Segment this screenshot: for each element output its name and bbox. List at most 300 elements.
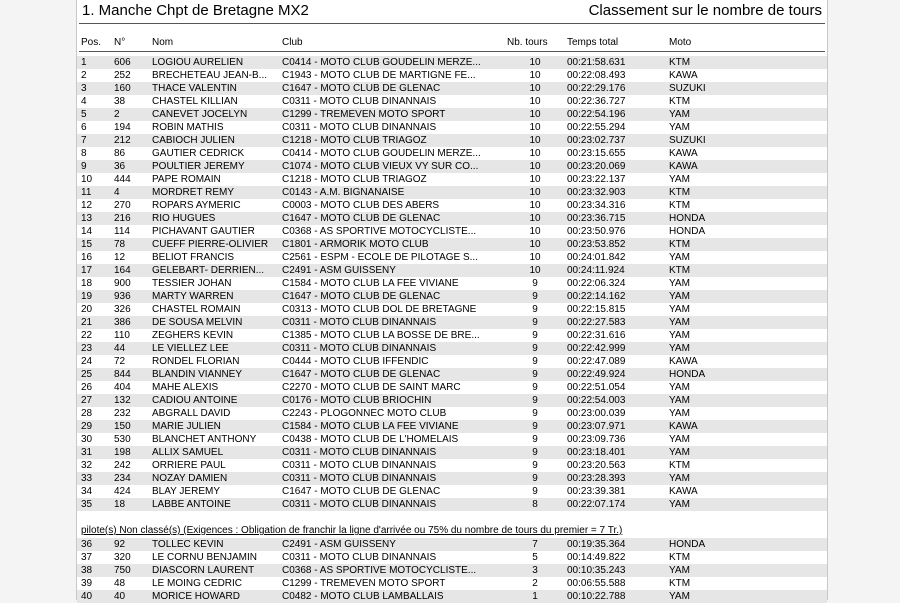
cell-moto: KAWA <box>669 161 698 172</box>
cell-tours: 10 <box>529 252 541 263</box>
cell-moto: SUZUKI <box>669 135 706 146</box>
table-row <box>77 316 827 329</box>
cell-moto: YAM <box>669 343 690 354</box>
cell-club: C0311 - MOTO CLUB DINANNAIS <box>282 499 437 510</box>
cell-num: 48 <box>114 578 126 589</box>
cell-num: 114 <box>114 226 130 237</box>
ranking-subtitle: Classement sur le nombre de tours <box>588 2 822 19</box>
cell-tours: 10 <box>529 239 541 250</box>
cell-nom: DE SOUSA MELVIN <box>152 317 243 328</box>
cell-club: C0311 - MOTO CLUB DINANNAIS <box>282 552 437 563</box>
cell-num: 424 <box>114 486 131 497</box>
table-row <box>77 590 827 603</box>
cell-tours: 10 <box>529 122 541 133</box>
cell-nom: CHASTEL KILLIAN <box>152 96 238 107</box>
cell-temps: 00:23:07.971 <box>567 421 626 432</box>
cell-pos: 27 <box>81 395 93 406</box>
cell-tours: 10 <box>529 135 541 146</box>
cell-club: C1074 - MOTO CLUB VIEUX VY SUR CO... <box>282 161 479 172</box>
cell-moto: YAM <box>669 252 690 263</box>
cell-moto: HONDA <box>669 213 706 224</box>
cell-moto: KTM <box>669 96 691 107</box>
cell-tours: 8 <box>532 499 538 510</box>
cell-pos: 16 <box>81 252 93 263</box>
cell-club: C0482 - MOTO CLUB LAMBALLAIS <box>282 591 444 602</box>
cell-nom: TOLLEC KEVIN <box>152 539 224 550</box>
cell-club: C0414 - MOTO CLUB GOUDELIN MERZE... <box>282 57 481 68</box>
cell-temps: 00:22:51.054 <box>567 382 626 393</box>
cell-nom: BRECHETEAU JEAN-B... <box>152 70 268 81</box>
cell-pos: 6 <box>81 122 87 133</box>
cell-temps: 00:22:06.324 <box>567 278 626 289</box>
cell-club: C1218 - MOTO CLUB TRIAGOZ <box>282 135 427 146</box>
table-row <box>77 564 827 577</box>
cell-num: 530 <box>114 434 131 445</box>
table-row <box>77 160 827 173</box>
cell-temps: 00:23:15.655 <box>567 148 626 159</box>
not-classified-note: pilote(s) Non classé(s) (Exigences : Obligation de franchir la ligne d'arrivée ou 75% du nombre de tours du premier = 7 Tr.) <box>81 525 623 536</box>
table-row <box>77 342 827 355</box>
table-row <box>77 498 827 511</box>
cell-temps: 00:06:55.588 <box>567 578 626 589</box>
cell-moto: HONDA <box>669 539 706 550</box>
cell-num: 44 <box>114 343 126 354</box>
cell-moto: YAM <box>669 395 690 406</box>
cell-moto: YAM <box>669 122 690 133</box>
cell-tours: 10 <box>529 148 541 159</box>
cell-club: C1647 - MOTO CLUB DE GLENAC <box>282 213 441 224</box>
column-divider <box>79 51 825 52</box>
cell-pos: 1 <box>81 57 87 68</box>
cell-temps: 00:23:34.316 <box>567 200 626 211</box>
cell-club: C0311 - MOTO CLUB DINANNAIS <box>282 317 437 328</box>
cell-club: C2491 - ASM GUISSENY <box>282 265 396 276</box>
cell-temps: 00:22:15.815 <box>567 304 626 315</box>
cell-temps: 00:23:53.852 <box>567 239 626 250</box>
cell-nom: MORDRET REMY <box>152 187 235 198</box>
cell-num: 326 <box>114 304 131 315</box>
cell-temps: 00:14:49.822 <box>567 552 626 563</box>
table-row <box>77 186 827 199</box>
cell-moto: KTM <box>669 578 691 589</box>
cell-pos: 4 <box>81 96 87 107</box>
cell-club: C1299 - TREMEVEN MOTO SPORT <box>282 109 446 120</box>
cell-nom: LOGIOU AURELIEN <box>152 57 244 68</box>
cell-moto: YAM <box>669 499 690 510</box>
cell-tours: 10 <box>529 109 541 120</box>
cell-num: 900 <box>114 278 131 289</box>
cell-nom: CABIOCH JULIEN <box>152 135 235 146</box>
cell-club: C1647 - MOTO CLUB DE GLENAC <box>282 486 441 497</box>
cell-club: C0414 - MOTO CLUB GOUDELIN MERZE... <box>282 148 481 159</box>
cell-tours: 5 <box>532 552 538 563</box>
table-row <box>77 199 827 212</box>
cell-pos: 36 <box>81 539 93 550</box>
cell-club: C0311 - MOTO CLUB DINANNAIS <box>282 460 437 471</box>
cell-pos: 24 <box>81 356 93 367</box>
cell-nom: BLANDIN VIANNEY <box>152 369 243 380</box>
table-row <box>77 433 827 446</box>
col-club: Club <box>282 37 303 48</box>
cell-temps: 00:23:39.381 <box>567 486 626 497</box>
cell-tours: 9 <box>532 304 538 315</box>
cell-club: C0143 - A.M. BIGNANAISE <box>282 187 405 198</box>
cell-club: C0176 - MOTO CLUB BRIOCHIN <box>282 395 432 406</box>
cell-nom: CADIOU ANTOINE <box>152 395 238 406</box>
cell-pos: 12 <box>81 200 93 211</box>
cell-temps: 00:23:36.715 <box>567 213 626 224</box>
cell-tours: 9 <box>532 343 538 354</box>
cell-nom: ALLIX SAMUEL <box>152 447 224 458</box>
cell-pos: 26 <box>81 382 93 393</box>
cell-club: C0311 - MOTO CLUB DINANNAIS <box>282 447 437 458</box>
cell-club: C0368 - AS SPORTIVE MOTOCYCLISTE... <box>282 226 477 237</box>
cell-pos: 31 <box>81 447 93 458</box>
cell-pos: 30 <box>81 434 93 445</box>
table-row <box>77 173 827 186</box>
cell-moto: YAM <box>669 447 690 458</box>
cell-pos: 9 <box>81 161 87 172</box>
cell-temps: 00:23:02.737 <box>567 135 626 146</box>
cell-num: 4 <box>114 187 120 198</box>
cell-pos: 40 <box>81 591 93 602</box>
cell-club: C2270 - MOTO CLUB DE SAINT MARC <box>282 382 461 393</box>
cell-pos: 13 <box>81 213 93 224</box>
cell-tours: 1 <box>532 591 538 602</box>
cell-pos: 19 <box>81 291 93 302</box>
table-row <box>77 538 827 551</box>
cell-nom: BLANCHET ANTHONY <box>152 434 257 445</box>
cell-temps: 00:23:20.069 <box>567 161 626 172</box>
cell-nom: THACE VALENTIN <box>152 83 237 94</box>
cell-pos: 8 <box>81 148 87 159</box>
cell-tours: 10 <box>529 213 541 224</box>
cell-temps: 00:23:09.736 <box>567 434 626 445</box>
cell-tours: 10 <box>529 187 541 198</box>
cell-nom: LE VIELLEZ LEE <box>152 343 229 354</box>
table-row <box>77 381 827 394</box>
cell-temps: 00:22:55.294 <box>567 122 626 133</box>
cell-pos: 20 <box>81 304 93 315</box>
cell-pos: 39 <box>81 578 93 589</box>
cell-club: C0003 - MOTO CLUB DES ABERS <box>282 200 440 211</box>
cell-club: C1385 - MOTO CLUB LA BOSSE DE BRE... <box>282 330 480 341</box>
cell-club: C0438 - MOTO CLUB DE L'HOMELAIS <box>282 434 459 445</box>
cell-nom: PICHAVANT GAUTIER <box>152 226 255 237</box>
cell-temps: 00:22:14.162 <box>567 291 626 302</box>
cell-moto: YAM <box>669 291 690 302</box>
cell-temps: 00:22:27.583 <box>567 317 626 328</box>
cell-nom: MORICE HOWARD <box>152 591 240 602</box>
col-pos: Pos. <box>81 37 102 48</box>
cell-club: C1584 - MOTO CLUB LA FEE VIVIANE <box>282 421 459 432</box>
cell-moto: HONDA <box>669 369 706 380</box>
table-row <box>77 69 827 82</box>
cell-temps: 00:22:42.999 <box>567 343 626 354</box>
table-row <box>77 251 827 264</box>
cell-num: 110 <box>114 330 130 341</box>
table-row <box>77 82 827 95</box>
cell-tours: 2 <box>532 578 538 589</box>
cell-pos: 18 <box>81 278 93 289</box>
results-page <box>76 0 828 600</box>
table-row <box>77 134 827 147</box>
table-row <box>77 108 827 121</box>
col-temps: Temps total <box>567 37 619 48</box>
section-gap <box>77 511 827 524</box>
cell-club: C1584 - MOTO CLUB LA FEE VIVIANE <box>282 278 459 289</box>
cell-tours: 9 <box>532 317 538 328</box>
table-row <box>77 577 827 590</box>
cell-temps: 00:23:28.393 <box>567 473 626 484</box>
cell-temps: 00:21:58.631 <box>567 57 626 68</box>
table-row <box>77 407 827 420</box>
table-row <box>77 264 827 277</box>
cell-nom: ROPARS AYMERIC <box>152 200 241 211</box>
cell-club: C1943 - MOTO CLUB DE MARTIGNE FE... <box>282 70 476 81</box>
cell-num: 404 <box>114 382 131 393</box>
cell-nom: GELEBART- DERRIEN... <box>152 265 265 276</box>
cell-tours: 9 <box>532 382 538 393</box>
cell-club: C0311 - MOTO CLUB DINANNAIS <box>282 343 437 354</box>
cell-tours: 7 <box>532 539 538 550</box>
race-title: 1. Manche Chpt de Bretagne MX2 <box>82 2 309 19</box>
cell-pos: 2 <box>81 70 87 81</box>
cell-tours: 9 <box>532 486 538 497</box>
cell-temps: 00:22:47.089 <box>567 356 626 367</box>
cell-temps: 00:22:07.174 <box>567 499 626 510</box>
cell-num: 252 <box>114 70 131 81</box>
cell-num: 2 <box>114 109 120 120</box>
cell-club: C2491 - ASM GUISSENY <box>282 539 396 550</box>
cell-num: 234 <box>114 473 131 484</box>
cell-moto: KAWA <box>669 421 698 432</box>
cell-moto: YAM <box>669 304 690 315</box>
cell-pos: 3 <box>81 83 87 94</box>
cell-nom: CANEVET JOCELYN <box>152 109 248 120</box>
cell-tours: 10 <box>529 96 541 107</box>
cell-temps: 00:22:29.176 <box>567 83 626 94</box>
cell-pos: 14 <box>81 226 93 237</box>
cell-club: C0313 - MOTO CLUB DOL DE BRETAGNE <box>282 304 477 315</box>
cell-moto: SUZUKI <box>669 83 706 94</box>
cell-pos: 35 <box>81 499 93 510</box>
cell-moto: YAM <box>669 278 690 289</box>
cell-pos: 11 <box>81 187 92 198</box>
cell-moto: KAWA <box>669 148 698 159</box>
cell-pos: 38 <box>81 565 93 576</box>
table-row <box>77 290 827 303</box>
cell-temps: 00:23:22.137 <box>567 174 626 185</box>
cell-moto: KAWA <box>669 356 698 367</box>
cell-moto: YAM <box>669 565 690 576</box>
cell-pos: 34 <box>81 486 93 497</box>
cell-nom: CHASTEL ROMAIN <box>152 304 241 315</box>
cell-tours: 9 <box>532 291 538 302</box>
cell-nom: MAHE ALEXIS <box>152 382 219 393</box>
cell-nom: TESSIER JOHAN <box>152 278 232 289</box>
cell-tours: 10 <box>529 226 541 237</box>
cell-nom: GAUTIER CEDRICK <box>152 148 245 159</box>
cell-temps: 00:22:31.616 <box>567 330 626 341</box>
cell-club: C1647 - MOTO CLUB DE GLENAC <box>282 83 441 94</box>
table-row <box>77 355 827 368</box>
cell-pos: 25 <box>81 369 93 380</box>
cell-moto: YAM <box>669 408 690 419</box>
cell-num: 198 <box>114 447 131 458</box>
col-nom: Nom <box>152 37 174 48</box>
cell-tours: 9 <box>532 473 538 484</box>
cell-club: C1218 - MOTO CLUB TRIAGOZ <box>282 174 427 185</box>
cell-moto: YAM <box>669 174 690 185</box>
cell-temps: 00:24:01.842 <box>567 252 626 263</box>
cell-num: 86 <box>114 148 126 159</box>
cell-temps: 00:23:18.401 <box>567 447 626 458</box>
cell-moto: KTM <box>669 57 691 68</box>
table-row <box>77 303 827 316</box>
cell-num: 606 <box>114 57 131 68</box>
cell-num: 750 <box>114 565 131 576</box>
cell-pos: 22 <box>81 330 93 341</box>
table-row <box>77 329 827 342</box>
header-divider <box>79 23 825 24</box>
cell-tours: 9 <box>532 408 538 419</box>
cell-tours: 9 <box>532 460 538 471</box>
cell-num: 232 <box>114 408 131 419</box>
cell-club: C0368 - AS SPORTIVE MOTOCYCLISTE... <box>282 565 477 576</box>
cell-moto: YAM <box>669 434 690 445</box>
table-row <box>77 56 827 69</box>
cell-num: 38 <box>114 96 126 107</box>
cell-num: 844 <box>114 369 131 380</box>
cell-club: C2243 - PLOGONNEC MOTO CLUB <box>282 408 447 419</box>
cell-moto: KTM <box>669 200 691 211</box>
cell-club: C1647 - MOTO CLUB DE GLENAC <box>282 369 441 380</box>
cell-pos: 29 <box>81 421 93 432</box>
cell-temps: 00:19:35.364 <box>567 539 626 550</box>
table-row <box>77 394 827 407</box>
cell-num: 78 <box>114 239 126 250</box>
cell-moto: HONDA <box>669 226 706 237</box>
cell-moto: YAM <box>669 473 690 484</box>
cell-temps: 00:10:35.243 <box>567 565 626 576</box>
cell-club: C0311 - MOTO CLUB DINANNAIS <box>282 473 437 484</box>
table-row <box>77 420 827 433</box>
cell-nom: BLAY JEREMY <box>152 486 220 497</box>
col-num: N° <box>114 37 126 48</box>
table-row <box>77 485 827 498</box>
cell-num: 320 <box>114 552 131 563</box>
cell-num: 242 <box>114 460 131 471</box>
col-moto: Moto <box>669 37 692 48</box>
cell-temps: 00:22:54.003 <box>567 395 626 406</box>
cell-num: 12 <box>114 252 126 263</box>
cell-num: 92 <box>114 539 126 550</box>
cell-tours: 10 <box>529 161 541 172</box>
cell-pos: 5 <box>81 109 87 120</box>
table-row <box>77 446 827 459</box>
cell-nom: MARIE JULIEN <box>152 421 221 432</box>
cell-moto: KAWA <box>669 70 698 81</box>
cell-pos: 10 <box>81 174 93 185</box>
cell-nom: PAPE ROMAIN <box>152 174 221 185</box>
cell-nom: DIASCORN LAURENT <box>152 565 255 576</box>
cell-moto: KTM <box>669 187 691 198</box>
results-table <box>77 56 827 603</box>
cell-nom: POULTIER JEREMY <box>152 161 245 172</box>
table-row <box>77 472 827 485</box>
cell-pos: 15 <box>81 239 93 250</box>
cell-tours: 10 <box>529 57 541 68</box>
cell-tours: 9 <box>532 278 538 289</box>
cell-nom: MARTY WARREN <box>152 291 234 302</box>
cell-moto: YAM <box>669 591 690 602</box>
cell-nom: LABBE ANTOINE <box>152 499 231 510</box>
cell-tours: 9 <box>532 330 538 341</box>
cell-tours: 9 <box>532 369 538 380</box>
table-row <box>77 147 827 160</box>
table-row <box>77 238 827 251</box>
cell-pos: 28 <box>81 408 93 419</box>
cell-temps: 00:23:32.903 <box>567 187 626 198</box>
cell-pos: 37 <box>81 552 93 563</box>
cell-temps: 00:22:49.924 <box>567 369 626 380</box>
cell-tours: 10 <box>529 83 541 94</box>
cell-nom: NOZAY DAMIEN <box>152 473 228 484</box>
cell-nom: ZEGHERS KEVIN <box>152 330 234 341</box>
table-row <box>77 459 827 472</box>
cell-tours: 3 <box>532 565 538 576</box>
cell-moto: YAM <box>669 317 690 328</box>
cell-moto: KTM <box>669 460 691 471</box>
cell-nom: ROBIN MATHIS <box>152 122 224 133</box>
col-tours: Nb. tours <box>507 37 548 48</box>
cell-tours: 10 <box>529 174 541 185</box>
table-row <box>77 95 827 108</box>
cell-pos: 32 <box>81 460 93 471</box>
table-row <box>77 225 827 238</box>
cell-num: 150 <box>114 421 131 432</box>
cell-pos: 33 <box>81 473 93 484</box>
cell-nom: LE MOING CEDRIC <box>152 578 243 589</box>
cell-temps: 00:22:54.196 <box>567 109 626 120</box>
cell-tours: 10 <box>529 265 541 276</box>
cell-moto: KTM <box>669 239 691 250</box>
cell-moto: KTM <box>669 552 691 563</box>
cell-nom: RONDEL FLORIAN <box>152 356 240 367</box>
cell-num: 270 <box>114 200 131 211</box>
cell-tours: 9 <box>532 447 538 458</box>
table-row <box>77 121 827 134</box>
cell-nom: LE CORNU BENJAMIN <box>152 552 258 563</box>
cell-club: C0311 - MOTO CLUB DINANNAIS <box>282 96 437 107</box>
cell-moto: KTM <box>669 265 691 276</box>
cell-club: C1299 - TREMEVEN MOTO SPORT <box>282 578 446 589</box>
cell-tours: 10 <box>529 70 541 81</box>
cell-club: C2561 - ESPM - ECOLE DE PILOTAGE S... <box>282 252 478 263</box>
cell-pos: 23 <box>81 343 93 354</box>
cell-nom: CUEFF PIERRE-OLIVIER <box>152 239 269 250</box>
table-row <box>77 551 827 564</box>
cell-pos: 17 <box>81 265 93 276</box>
cell-tours: 9 <box>532 434 538 445</box>
cell-nom: ORRIERE PAUL <box>152 460 226 471</box>
cell-moto: YAM <box>669 109 690 120</box>
cell-club: C0444 - MOTO CLUB IFFENDIC <box>282 356 429 367</box>
cell-tours: 9 <box>532 421 538 432</box>
cell-num: 72 <box>114 356 126 367</box>
cell-tours: 9 <box>532 356 538 367</box>
